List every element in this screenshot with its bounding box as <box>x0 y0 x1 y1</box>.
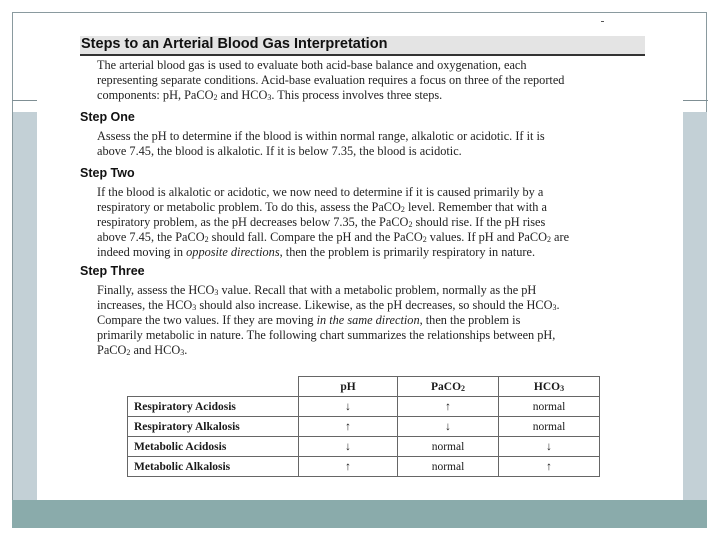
column-header-paco2: PaCO$_2$ <box>398 377 499 397</box>
intro-line: components: pH, PaCO$_2$ and $HCO_3$. This process involves three steps. <box>97 88 443 102</box>
step-three-line: Finally, assess the $HCO_3$ value. Recall that with a metabolic problem, normally as the pH <box>97 283 537 297</box>
step-one-text <box>97 129 657 159</box>
row-label: Respiratory Alkalosis <box>128 417 299 437</box>
paco2-cell: ↓ <box>398 417 499 437</box>
step-three-line: Compare the two values. If they are moving in the same direction, then the problem is <box>97 313 521 327</box>
step-two-line: indeed moving in opposite directions, then the problem is primarily respiratory in nature. <box>97 245 536 259</box>
hco3-cell: normal <box>499 417 600 437</box>
paco2-cell: ↑ <box>398 397 499 417</box>
table-row <box>128 397 600 417</box>
ph-cell: ↓ <box>299 437 398 457</box>
document-title-bar <box>80 36 645 56</box>
intro-paragraph <box>97 58 657 103</box>
table-corner <box>128 377 299 397</box>
row-label: Metabolic Acidosis <box>128 437 299 457</box>
decorative-mark <box>601 21 604 22</box>
hco3-cell: ↑ <box>499 457 600 477</box>
step-two-heading: Step Two <box>80 166 135 180</box>
step-two-text <box>97 185 657 260</box>
table-header-row <box>128 377 600 397</box>
table-row <box>128 457 600 477</box>
intro-line: representing separate conditions. Acid-base evaluation requires a focus on three of the reported <box>97 73 565 87</box>
row-label: Metabolic Alkalosis <box>128 457 299 477</box>
step-three-line: primarily metabolic in nature. The following chart summarizes the relationships between pH, <box>97 328 556 342</box>
ph-cell: ↑ <box>299 417 398 437</box>
hco3-cell: ↓ <box>499 437 600 457</box>
step-one-line: Assess the pH to determine if the blood is within normal range, alkalotic or acidotic. If it is <box>97 129 545 143</box>
step-three-heading: Step Three <box>80 264 145 278</box>
step-three-line: PaCO$_2$ and $HCO_3$. <box>97 343 188 357</box>
ph-cell: ↑ <box>299 457 398 477</box>
step-two-line: above 7.45, the PaCO$_2$ should fall. Compare the pH and the PaCO$_2$ values. If pH and PaCO$_2$ are <box>97 230 570 244</box>
divider-left <box>12 100 37 101</box>
paco2-cell: normal <box>398 437 499 457</box>
step-one-heading: Step One <box>80 110 135 124</box>
footer-band <box>12 500 707 528</box>
step-two-line: respiratory problem, as the pH decreases below 7.35, the PaCO$_2$ should rise. If the pH rises <box>97 215 546 229</box>
step-one-line: above 7.45, the blood is alkalotic. If it is below 7.35, the blood is acidotic. <box>97 144 462 158</box>
side-band-right <box>683 112 707 500</box>
hco3-cell: normal <box>499 397 600 417</box>
table-row <box>128 437 600 457</box>
step-two-line: If the blood is alkalotic or acidotic, we now need to determine if it is caused primarily by a <box>97 185 544 199</box>
table-row <box>128 417 600 437</box>
step-three-line: increases, the $HCO_3$ should also increase. Likewise, as the pH decreases, so should the $HCO_3$. <box>97 298 560 312</box>
step-three-text <box>97 283 657 358</box>
acid-base-summary-table <box>127 376 600 477</box>
intro-line: The arterial blood gas is used to evaluate both acid-base balance and oxygenation, each <box>97 58 527 72</box>
document-title: Steps to an Arterial Blood Gas Interpretation <box>81 36 388 52</box>
column-header-hco3: $HCO_3$ <box>499 377 600 397</box>
step-two-line: respiratory or metabolic problem. To do this, assess the PaCO$_2$ level. Remember that with a <box>97 200 547 214</box>
ph-cell: ↓ <box>299 397 398 417</box>
side-band-left <box>13 112 37 500</box>
paco2-cell: normal <box>398 457 499 477</box>
row-label: Respiratory Acidosis <box>128 397 299 417</box>
column-header-ph: pH <box>299 377 398 397</box>
divider-right <box>683 100 708 101</box>
